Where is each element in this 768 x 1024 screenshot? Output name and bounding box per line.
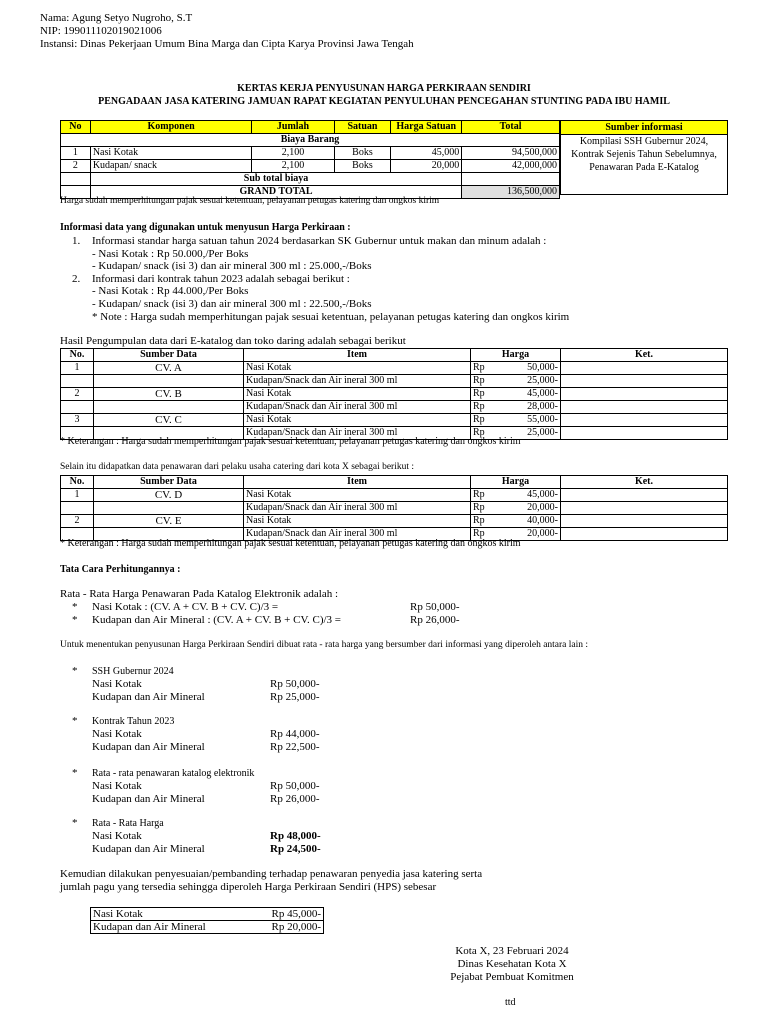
sumber-informasi-box: [560, 120, 728, 195]
tatacara-heading: Tata Cara Perhitungannya :: [60, 564, 181, 575]
rata-heading: Rata - Rata Harga Penawaran Pada Katalog Elektronik adalah :: [60, 588, 339, 600]
ekatalog-intro: Hasil Pengumpulan data dari E-katalog dan toko daring adalah sebagai berikut: [60, 335, 406, 347]
subtotal-label: Sub total biaya: [90, 173, 461, 186]
cell-jumlah: 2,100: [252, 147, 334, 160]
list-item: 2. Informasi dari kontrak tahun 2023 adalah sebagai berikut :: [72, 272, 350, 285]
cell-jumlah: 2,100: [252, 160, 334, 173]
title-line2: PENGADAAN JASA KATERING JAMUAN RAPAT KEGIATAN PENYULUHAN PENCEGAHAN STUNTING PADA IBU HAMIL: [98, 96, 670, 107]
table-row: 1 CV. D Nasi Kotak Rp 45,000-: [61, 489, 728, 502]
signature-role: Pejabat Pembuat Komitmen: [450, 971, 574, 983]
group-rata-rata: * Rata - Rata Harga Nasi Kotak Rp 48,000- Kudapan dan Air Mineral Rp 24,500-: [72, 817, 321, 855]
info-list: 1. Informasi standar harga satuan tahun 2024 berdasarkan SK Gubernur untuk makan dan minum adalah : - Nasi Kotak : Rp 50.000,/Per Boks - Kudapan/ snack (isi 3) dan air mineral 300 ml : 25.000,-/Boks 2. Informasi dari kontrak tahun 2023 adalah sebagai berikut : - Nasi Kotak : Rp 44.000,/Per Boks - Kudapan/ snack (isi 3) dan air mineral 300 ml : 22.500,-/Boks * Note : Harga sudah memperhitungan pajak sesuai ketentuan, pelayanan petugas katering dan ongkos kirim: [72, 235, 570, 323]
formula-nasi-value: Rp 50,000-: [410, 601, 460, 613]
cell-komponen: Kudapan/ snack: [90, 160, 252, 173]
col-harga-satuan: Harga Satuan: [391, 121, 462, 134]
ekatalog-header: No. Sumber Data Item Harga Ket.: [61, 349, 728, 362]
cell-komponen: Nasi Kotak: [90, 147, 252, 160]
table-row: Kudapan/Snack dan Air ineral 300 ml Rp 20,000-: [61, 502, 728, 515]
bullet-icon: *: [72, 601, 78, 613]
table-row: [61, 147, 560, 160]
cell-satuan: Boks: [334, 160, 391, 173]
table-row: Nasi Kotak Rp 45,000-: [91, 908, 324, 921]
table-row: Kudapan dan Air Mineral Rp 20,000-: [91, 921, 324, 934]
hps-table: [90, 907, 324, 934]
penawaran-table: [60, 475, 728, 541]
col-komponen: Komponen: [90, 121, 252, 134]
tatacara-intro2: Untuk menentukan penyusunan Harga Perkiraan Sendiri dibuat rata - rata harga yang bersumber dari informasi yang diperoleh antara lain :: [60, 640, 589, 650]
penawaran-note: * Keterangan : Harga sudah memperhitungan pajak sesuai ketentuan, pelayanan petugas katering dan ongkos kirim: [60, 538, 521, 549]
header-block: [40, 12, 414, 51]
signature-block: [400, 945, 624, 984]
header-nip: NIP: 199011102019021006: [40, 25, 162, 37]
bullet-icon: *: [72, 767, 78, 779]
table-row: 1 CV. A Nasi Kotak Rp 50,000-: [61, 362, 728, 375]
main-table-note: Harga sudah memperhitungan pajak sesuai ketentuan, pelayanan petugas katering dan ongkos kirim: [60, 196, 440, 206]
col-jumlah: Jumlah: [252, 121, 334, 134]
signature-ttd: ttd: [505, 997, 516, 1008]
bullet-icon: *: [72, 614, 78, 626]
cell-satuan: Boks: [334, 147, 391, 160]
group-ssh: * SSH Gubernur 2024 Nasi Kotak Rp 50,000- Kudapan dan Air Mineral Rp 25,000-: [72, 665, 320, 703]
cell-no: 1: [61, 147, 91, 160]
group-title: Rata - Rata Harga: [92, 818, 164, 829]
cell-total: 94,500,000: [462, 147, 560, 160]
cell-no: 2: [61, 160, 91, 173]
table-row: Kudapan/Snack dan Air ineral 300 ml Rp 25,000-: [61, 427, 728, 440]
ekatalog-note: * Keterangan : Harga sudah memperhitungan pajak sesuai ketentuan, pelayanan petugas katering dan ongkos kirim: [60, 436, 521, 447]
main-table-header: [61, 121, 560, 134]
grand-total-label: GRAND TOTAL: [90, 186, 461, 199]
signature-date: Kota X, 23 Februari 2024: [455, 945, 569, 957]
sumber-header: Sumber informasi: [561, 121, 727, 135]
section-row: [61, 134, 560, 147]
col-satuan: Satuan: [334, 121, 391, 134]
table-row: Kudapan/Snack dan Air ineral 300 ml Rp 28,000-: [61, 401, 728, 414]
cell-harga: 20,000: [391, 160, 462, 173]
table-row: 2 CV. B Nasi Kotak Rp 45,000-: [61, 388, 728, 401]
table-row: Kudapan/Snack dan Air ineral 300 ml Rp 20,000-: [61, 528, 728, 541]
group-title: Kontrak Tahun 2023: [92, 716, 175, 727]
formula-kudapan: Kudapan dan Air Mineral : (CV. A + CV. B + CV. C)/3 =: [92, 614, 342, 626]
list-item: 1. Informasi standar harga satuan tahun 2024 berdasarkan SK Gubernur untuk makan dan minum adalah :: [72, 235, 547, 247]
col-total: Total: [462, 121, 560, 134]
subtotal-row: [61, 173, 560, 186]
group-title: Rata - rata penawaran katalog elektronik: [92, 768, 255, 779]
signature-dept: Dinas Kesehatan Kota X: [457, 958, 567, 970]
document-title: [40, 82, 728, 108]
table-row: Kudapan/Snack dan Air ineral 300 ml Rp 25,000-: [61, 375, 728, 388]
penawaran-header: No. Sumber Data Item Harga Ket.: [61, 476, 728, 489]
table-row: [61, 160, 560, 173]
cell-total: 42,000,000: [462, 160, 560, 173]
title-line1: KERTAS KERJA PENYUSUNAN HARGA PERKIRAAN SENDIRI: [237, 83, 531, 94]
section-biaya-barang: Biaya Barang: [61, 134, 560, 147]
formula-kudapan-value: Rp 26,000-: [410, 614, 460, 626]
group-kontrak: * Kontrak Tahun 2023 Nasi Kotak Rp 44,000- Kudapan dan Air Mineral Rp 22,500-: [72, 715, 320, 753]
table-row: 3 CV. C Nasi Kotak Rp 55,000-: [61, 414, 728, 427]
table-row: 2 CV. E Nasi Kotak Rp 40,000-: [61, 515, 728, 528]
info-note: * Note : Harga sudah memperhitungan pajak sesuai ketentuan, pelayanan petugas katering dan ongkos kirim: [92, 310, 570, 323]
sumber-text: Kompilasi SSH Gubernur 2024, Kontrak Sejenis Tahun Sebelumnya, Penawaran Pada E-Katalog: [571, 136, 717, 173]
formula-nasi: Nasi Kotak : (CV. A + CV. B + CV. C)/3 =: [92, 601, 279, 613]
grand-total-value: 136,500,000: [462, 186, 560, 199]
bullet-icon: *: [72, 817, 78, 829]
col-no: No: [61, 121, 91, 134]
group-title: SSH Gubernur 2024: [92, 666, 174, 677]
penawaran-intro: Selain itu didapatkan data penawaran dari pelaku usaha catering dari kota X sebagai berikut :: [60, 462, 415, 472]
info-heading: Informasi data yang digunakan untuk menyusun Harga Perkiraan :: [60, 222, 351, 233]
header-nama: Nama: Agung Setyo Nugroho, S.T: [40, 12, 193, 24]
conclusion-text: Kemudian dilakukan penyesuaian/pembanding terhadap penawaran penyedia jasa katering serta jumlah pagu yang tersedia sehingga diperoleh Harga Perkiraan Sendiri (HPS) sebesar: [60, 868, 483, 893]
bullet-icon: *: [72, 665, 78, 677]
group-katalog: * Rata - rata penawaran katalog elektronik Nasi Kotak Rp 50,000- Kudapan dan Air Mineral Rp 26,000-: [72, 767, 320, 805]
ekatalog-table: [60, 348, 728, 440]
bullet-icon: *: [72, 715, 78, 727]
header-instansi: Instansi: Dinas Pekerjaan Umum Bina Marga dan Cipta Karya Provinsi Jawa Tengah: [40, 38, 414, 50]
main-cost-table: [60, 120, 560, 199]
cell-harga: 45,000: [391, 147, 462, 160]
